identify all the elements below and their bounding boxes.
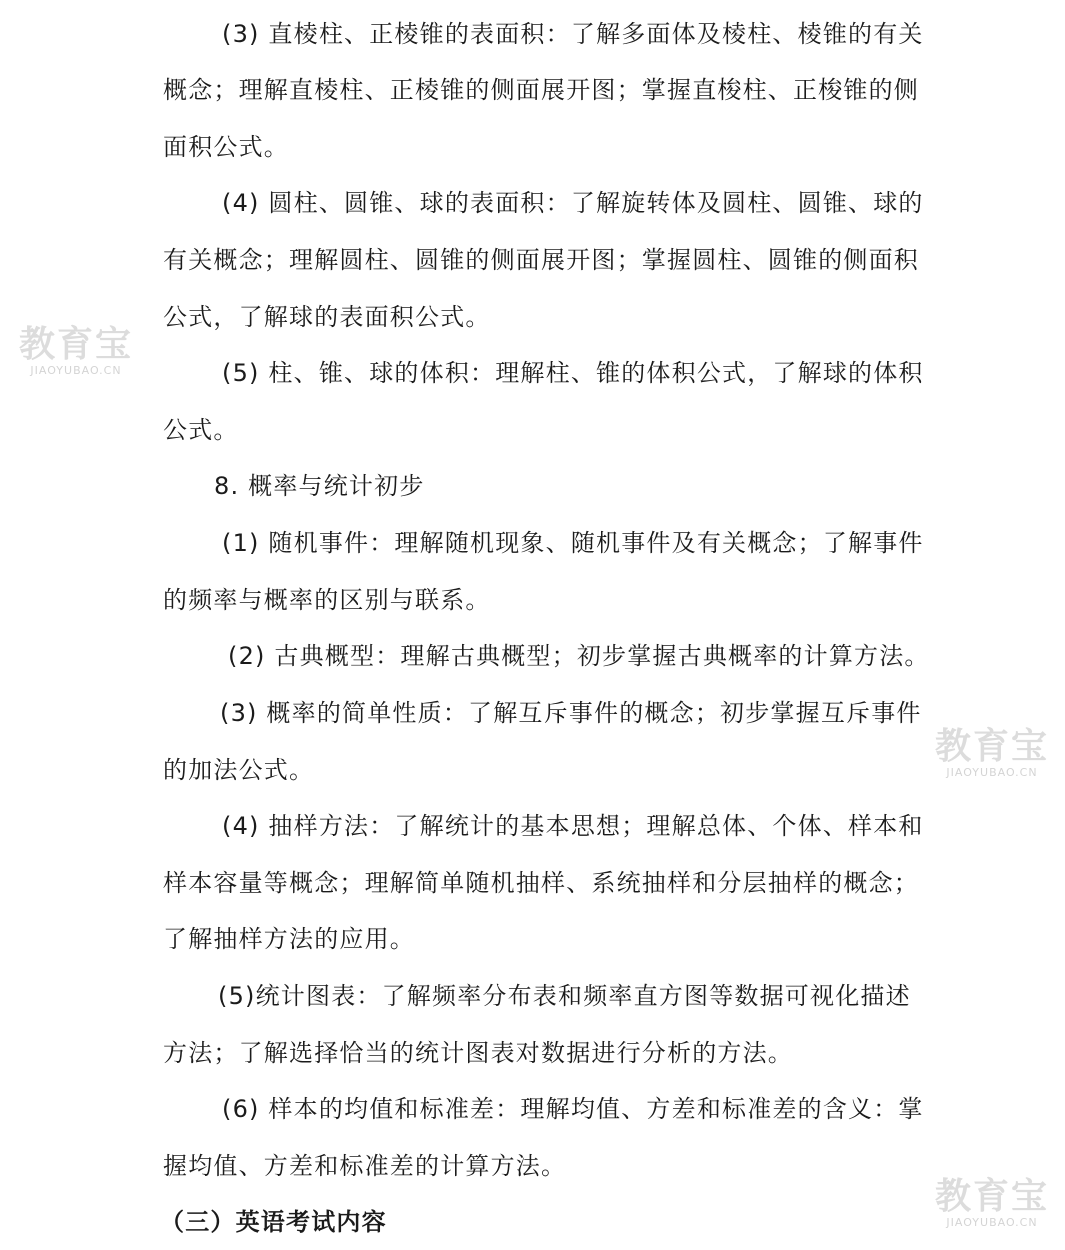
text-line: 了解抽样方法的应用。 [163,925,415,953]
watermark-domain: JIAOYUBAO.CN [946,1216,1038,1229]
chapter-heading: （三）英语考试内容 [160,1208,387,1236]
text-line: (2) 古典概型：理解古典概型；初步掌握古典概率的计算方法。 [228,642,930,670]
section-heading: 8. 概率与统计初步 [214,472,425,500]
text-line: (4) 圆柱、圆锥、球的表面积：了解旋转体及圆柱、圆锥、球的 [222,189,924,217]
watermark-brand: 教育宝 [934,726,1049,767]
watermark-logo [932,728,1052,779]
text-line: (6) 样本的均值和标准差：理解均值、方差和标准差的含义：掌 [222,1095,924,1123]
watermark-domain: JIAOYUBAO.CN [30,364,122,377]
text-line: 概念；理解直棱柱、正棱锥的侧面展开图；掌握直梭柱、正梭锥的侧 [163,76,919,104]
watermark-domain: JIAOYUBAO.CN [946,766,1038,779]
text-line: 的频率与概率的区别与联系。 [163,586,491,614]
text-line: 公式，了解球的表面积公式。 [163,303,491,331]
text-line: (5)统计图表：了解频率分布表和频率直方图等数据可视化描述 [218,982,911,1010]
text-line: 握均值、方差和标准差的计算方法。 [163,1152,567,1180]
text-line: (3) 概率的简单性质：了解互斥事件的概念；初步掌握互斥事件 [220,699,922,727]
watermark-logo [16,326,136,377]
text-line: 有关概念；理解圆柱、圆锥的侧面展开图；掌握圆柱、圆锥的侧面积 [163,246,919,274]
watermark-brand: 教育宝 [18,324,133,365]
text-line: 公式。 [163,416,239,444]
text-line: (5) 柱、锥、球的体积：理解柱、锥的体积公式，了解球的体积 [222,359,924,387]
text-line: (4) 抽样方法：了解统计的基本思想；理解总体、个体、样本和 [222,812,924,840]
text-line: 方法；了解选择恰当的统计图表对数据进行分析的方法。 [163,1039,793,1067]
watermark-logo [932,1178,1052,1229]
text-line: 面积公式。 [163,133,289,161]
text-line: 样本容量等概念；理解简单随机抽样、系统抽样和分层抽样的概念； [163,869,919,897]
text-line: (1) 随机事件：理解随机现象、随机事件及有关概念；了解事件 [222,529,924,557]
watermark-brand: 教育宝 [934,1176,1049,1217]
text-line: 的加法公式。 [163,756,315,784]
text-line: (3) 直棱柱、正棱锥的表面积：了解多面体及棱柱、棱锥的有关 [222,20,924,48]
